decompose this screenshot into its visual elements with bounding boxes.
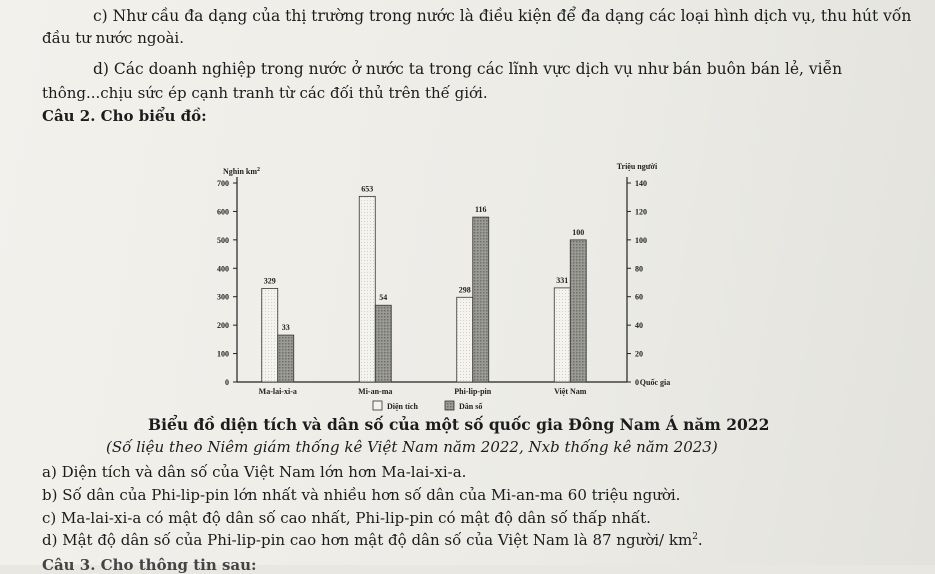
option-d — [42, 531, 703, 549]
right-tick-label: 0 — [635, 378, 639, 387]
chart-source: (Số liệu theo Niêm giám thống kê Việt Nam năm 2022, Nxb thống kê năm 2023) — [106, 438, 718, 456]
legend-area-swatch — [373, 401, 382, 410]
right-tick-label: 80 — [635, 264, 643, 274]
area-value-label: 329 — [263, 276, 276, 286]
bar-population-2 — [473, 217, 489, 382]
bar-area-3 — [554, 288, 570, 382]
legend-population-label: Dân số — [459, 402, 483, 411]
bar-area-1 — [359, 196, 375, 382]
question-3-cut: Câu 3. Cho thông tin sau: — [42, 556, 257, 574]
category-label: Phi-lip-pin — [454, 387, 492, 396]
left-tick-label: 700 — [217, 179, 229, 188]
area-value-label: 331 — [556, 275, 569, 285]
chart-container — [195, 145, 671, 420]
bar-area-0 — [262, 288, 278, 382]
option-d-text: d) Mật độ dân số của Phi-lip-pin cao hơn mật độ dân số của Việt Nam là 87 người/ km — [42, 531, 693, 549]
text-line-c: c) Như cầu đa dạng của thị trường trong nước là điều kiện để đa dạng các loại hình dịch vụ, thu hút vốn — [93, 7, 912, 25]
x-axis-title: Quốc gia — [639, 378, 671, 387]
chart-bars — [262, 196, 587, 382]
left-tick-label: 400 — [217, 264, 229, 274]
right-tick-label: 60 — [635, 292, 643, 302]
bar-chart — [195, 145, 671, 420]
option-a: a) Diện tích và dân số của Việt Nam lớn hơn Ma-lai-xi-a. — [42, 463, 467, 481]
right-tick-label: 140 — [635, 179, 647, 188]
population-value-label: 54 — [379, 293, 388, 303]
left-axis-title-sup: 2 — [257, 167, 261, 173]
text-line-d-cont: thông...chịu sức ép cạnh tranh từ các đối thủ trên thế giới. — [42, 84, 488, 102]
legend-population-swatch — [445, 401, 454, 410]
left-tick-label: 100 — [217, 349, 229, 359]
left-tick-label: 200 — [217, 321, 229, 331]
right-tick-label: 100 — [635, 235, 647, 245]
chart-labels — [259, 184, 587, 411]
option-d-end: . — [697, 531, 703, 549]
category-label: Việt Nam — [554, 387, 587, 396]
chart-title: Biểu đồ diện tích và dân số của một số quốc gia Đông Nam Á năm 2022 — [148, 415, 770, 434]
area-value-label: 298 — [458, 285, 471, 295]
option-c: c) Ma-lai-xi-a có mật độ dân số cao nhất, Phi-lip-pin có mật độ dân số thấp nhất. — [42, 509, 651, 527]
text-line-c-cont: đầu tư nước ngoài. — [42, 29, 185, 47]
bar-area-2 — [457, 297, 473, 382]
bar-population-1 — [375, 305, 391, 382]
population-value-label: 100 — [572, 227, 585, 237]
left-tick-label: 500 — [217, 235, 229, 245]
bar-population-0 — [278, 335, 294, 382]
left-axis-title: Nghìn $km^2$ — [223, 167, 261, 176]
category-label: Mi-an-ma — [358, 387, 393, 396]
left-tick-label: 600 — [217, 207, 229, 217]
legend-area-label: Diện tích — [387, 402, 418, 411]
right-tick-label: 120 — [635, 207, 647, 217]
population-value-label: 33 — [281, 323, 290, 333]
left-tick-label: 300 — [217, 292, 229, 302]
category-label: Ma-lai-xi-a — [258, 387, 297, 396]
right-axis-title: Triệu người — [616, 162, 658, 171]
left-tick-label: 0 — [225, 378, 229, 387]
text-line-d: d) Các doanh nghiệp trong nước ở nước ta trong các lĩnh vực dịch vụ như bán buôn bán lẻ, viễn — [93, 60, 843, 78]
option-d-superscript: 2 — [692, 532, 698, 542]
bar-population-3 — [570, 240, 586, 382]
right-tick-label: 40 — [635, 321, 643, 331]
option-b: b) Số dân của Phi-lip-pin lớn nhất và nhiều hơn số dân của Mi-an-ma 60 triệu người. — [42, 486, 681, 504]
population-value-label: 116 — [474, 205, 487, 215]
area-value-label: 653 — [361, 184, 374, 194]
right-tick-label: 20 — [635, 349, 643, 359]
question-2-heading: Câu 2. Cho biểu đồ: — [42, 107, 207, 125]
